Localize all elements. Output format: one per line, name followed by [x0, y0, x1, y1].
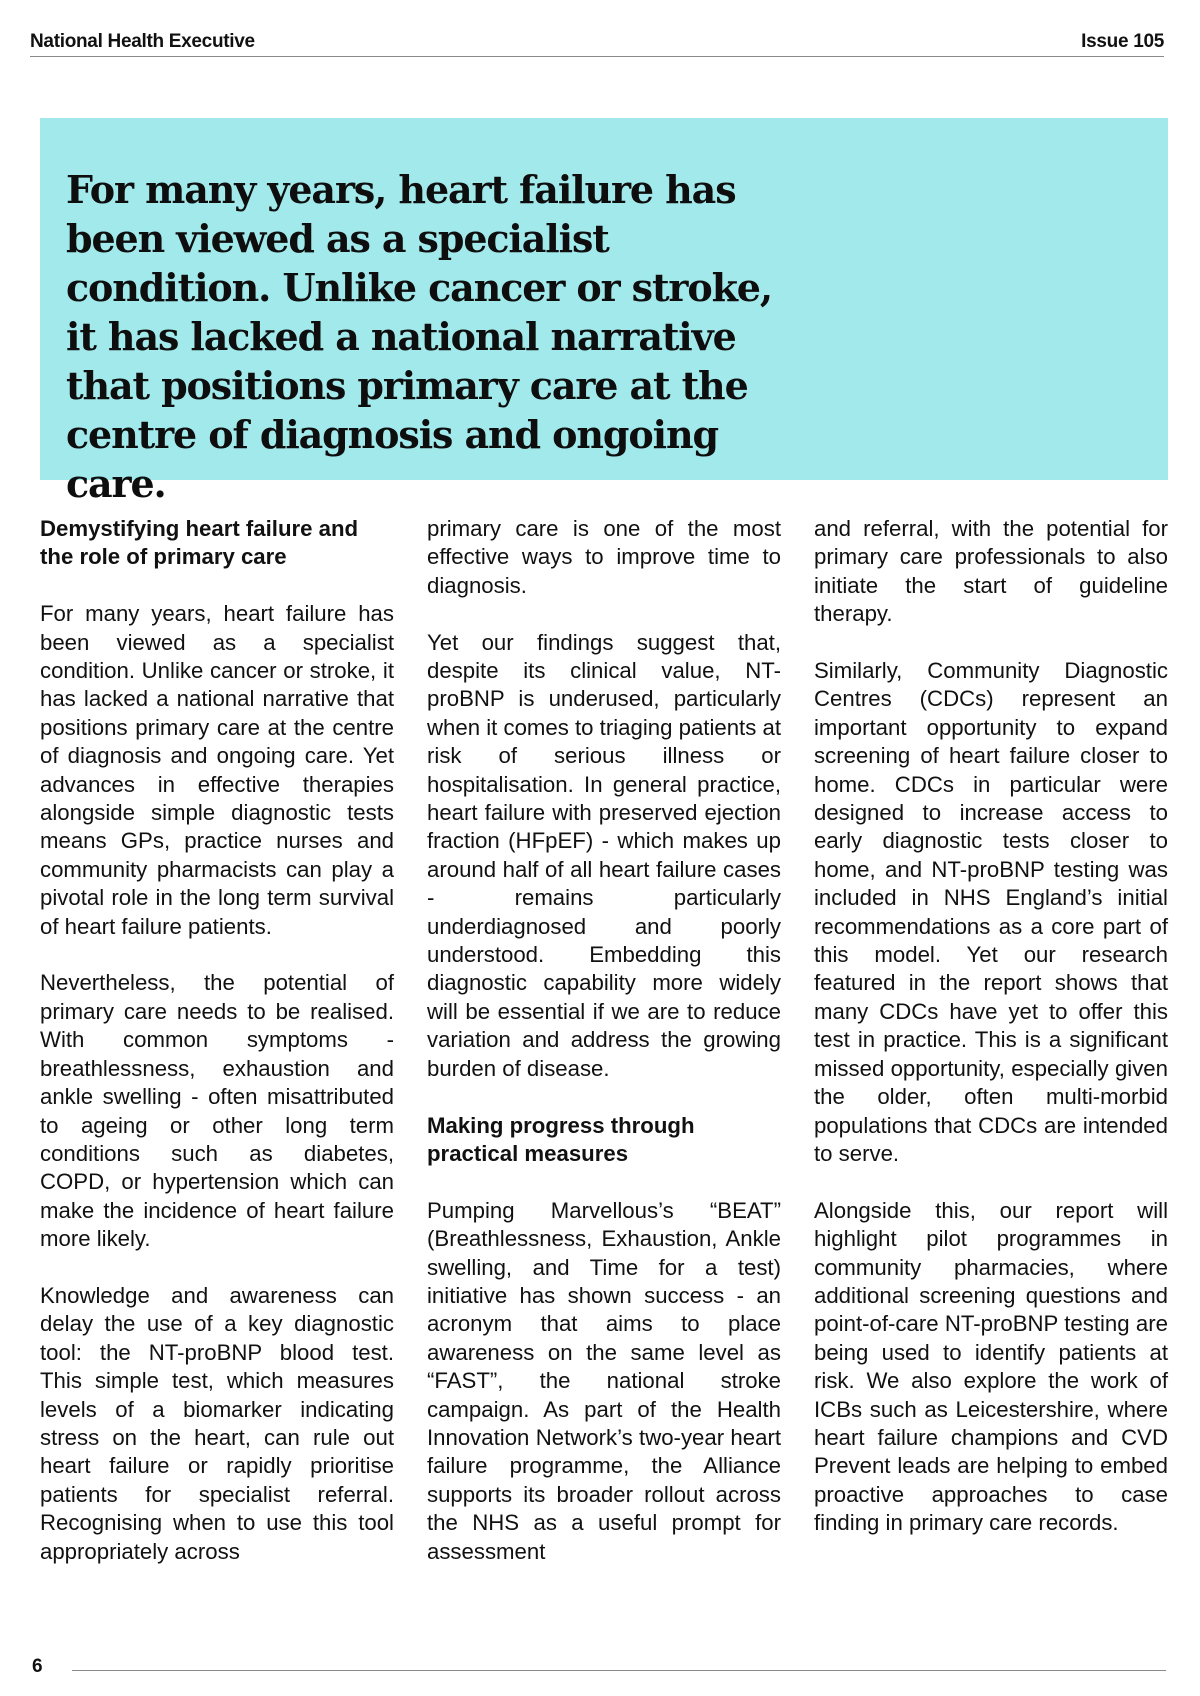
paragraph: Pumping Marvellous’s “BEAT” (Breathlessness, Exhaustion, Ankle swelling, and Time for a test) initiative has shown success - an acronym that aims to place awareness on the same level as “FAST”, the national stroke campaign. As part of the Health Innovation Network’s two-year heart failure programme, the Alliance supports its broader rollout across the NHS as a useful prompt for assessment [427, 1197, 781, 1564]
article-column-2 [427, 515, 781, 1566]
page-number: 6 [32, 1656, 43, 1677]
paragraph: primary care is one of the most effective ways to improve time to diagnosis. [427, 516, 781, 598]
paragraph: For many years, heart failure has been viewed as a specialist condition. Unlike cancer or stroke, it has lacked a national narrative that positions primary care at the centre of diagnosis and ongoing care. Yet advances in effective therapies alongside simple diagnostic tests means GPs, practice nurses and community pharmacists can play a pivotal role in the long term survival of heart failure patients. [40, 601, 394, 939]
paragraph: Alongside this, our report will highlight pilot programmes in community pharmacies, where additional screening questions and point-of-care NT-proBNP testing are being used to identify patients at risk. We also explore the work of ICBs such as Leicestershire, where heart failure champions and CVD Prevent leads are helping to embed proactive approaches to case finding in primary care records. [814, 1197, 1168, 1536]
paragraph: Nevertheless, the potential of primary care needs to be realised. With common symptoms - breathlessness, exhaustion and ankle swelling - often misattributed to ageing or other long term conditions such as diabetes, COPD, or hypertension which can make the incidence of heart failure more likely. [40, 970, 394, 1252]
page-header [30, 28, 1164, 56]
article-column-1 [40, 515, 394, 1566]
publication-name: National Health Executive [30, 31, 255, 52]
article-column-3 [814, 515, 1168, 1538]
paragraph: Yet our findings suggest that, despite its clinical value, NT-proBNP is underused, particularly when it comes to triaging patients at risk of serious illness or hospitalisation. In general practice, heart failure with preserved ejection fraction (HFpEF) - which makes up around half of all heart failure cases - remains particularly underdiagnosed and poorly understood. Embedding this diagnostic capability more widely will be essential if we are to reduce variation and address the growing burden of disease. [427, 629, 781, 1081]
section-heading: Demystifying heart failure and the role of primary care [40, 516, 359, 570]
paragraph: Similarly, Community Diagnostic Centres (CDCs) represent an important opportunity to expand screening of heart failure closer to home. CDCs in particular were designed to increase access to early diagnostic tests closer to home, and NT-proBNP testing was included in NHS England’s initial recommendations as a core part of this model. Yet our research featured in the report shows that many CDCs have yet to offer this test in practice. This is a significant missed opportunity, especially given the older, often multi-morbid populations that CDCs are intended to serve. [814, 658, 1168, 1166]
paragraph: Knowledge and awareness can delay the use of a key diagnostic tool: the NT-proBNP blood test. This simple test, which measures levels of a biomarker indicating stress on the heart, can rule out heart failure or rapidly prioritise patients for specialist referral. Recognising when to use this tool appropriately across [40, 1282, 394, 1564]
header-divider [30, 56, 1164, 57]
footer-divider [72, 1670, 1166, 1671]
paragraph: and referral, with the potential for primary care professionals to also initiate the start of guideline therapy. [814, 516, 1168, 627]
pullquote-text: For many years, heart failure has been viewed as a specialist condition. Unlike cancer or stroke, it has lacked a national narrative that positions primary care at the centre of diagnosis and ongoing care. [66, 167, 773, 506]
section-heading: Making progress through practical measures [427, 1112, 695, 1166]
issue-number: Issue 105 [1081, 31, 1164, 52]
